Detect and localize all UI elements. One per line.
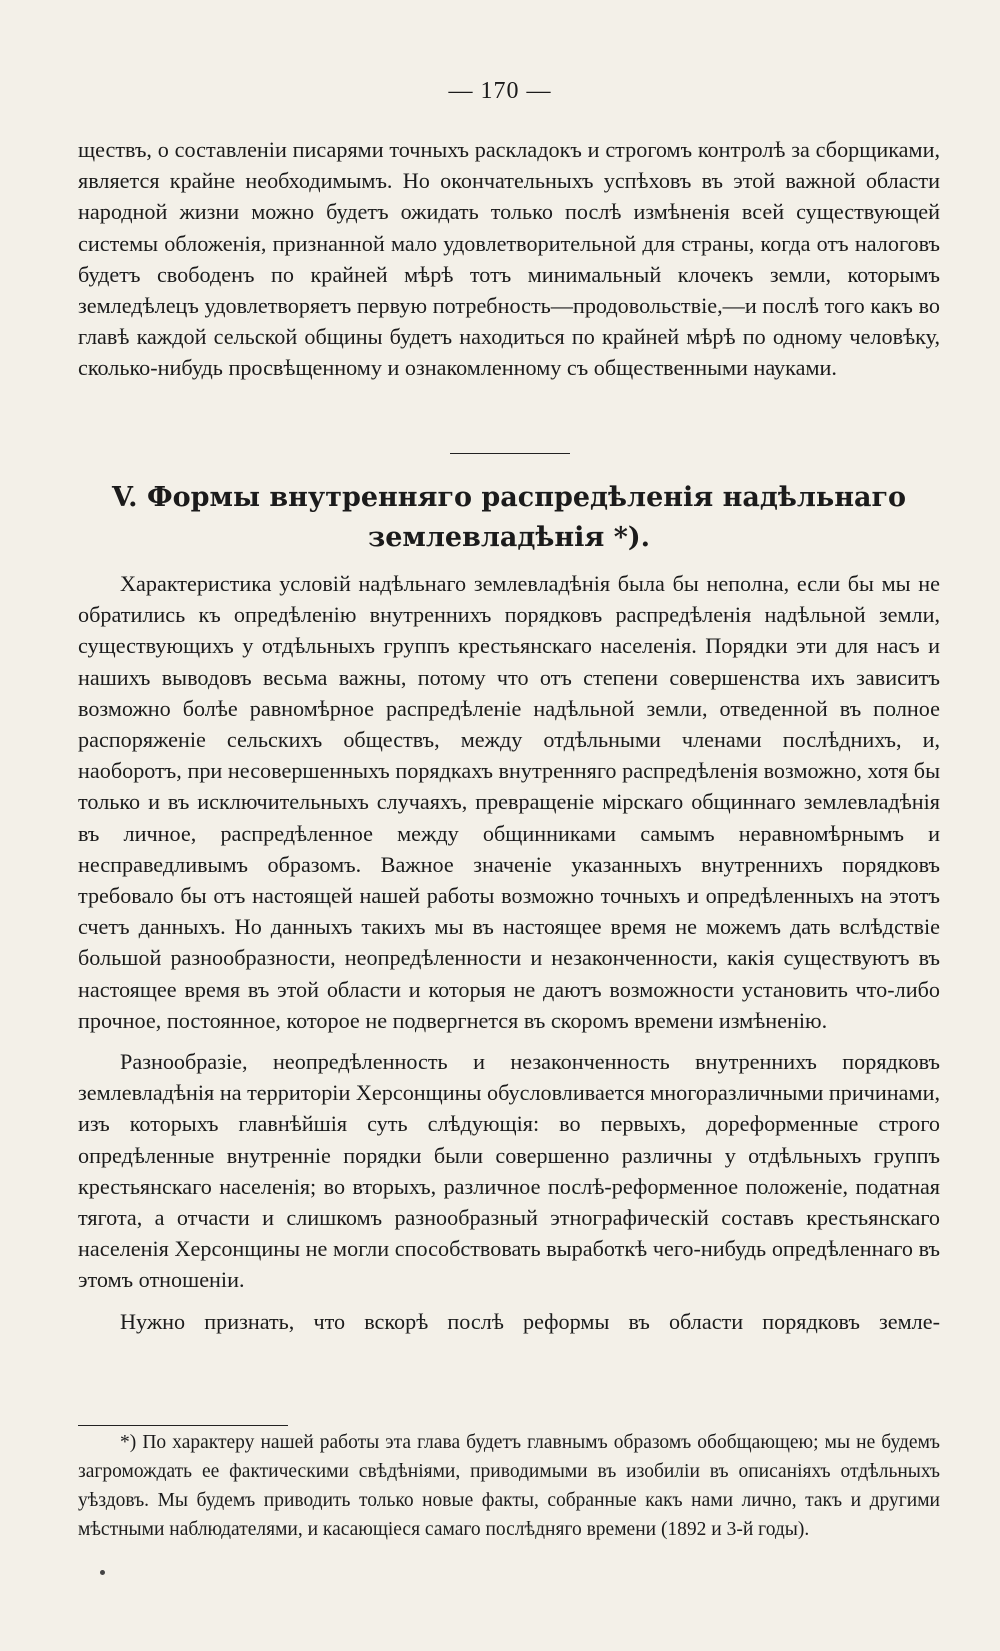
footnote: *) По характеру нашей работы эта глава будетъ главнымъ образомъ обобщающею; мы не будемъ загромождать ее фактическими свѣдѣніями, приводимыми въ изобиліи въ описаніяхъ отдѣльныхъ уѣздовъ. Мы будемъ приводить только новые факты, собранные какъ нами лично, такъ и другими мѣстными наблюдателями, и касающіеся самаго послѣдняго времени (1892 и 3-й годы).	[78, 1432, 940, 1540]
footnote-divider	[78, 1425, 288, 1426]
body-paragraph-1: Характеристика условій надѣльнаго землевладѣнія была бы неполна, если бы мы не обратились къ опредѣленію внутреннихъ порядковъ распредѣленія надѣльной земли, существующихъ у отдѣльныхъ группъ крестьянскаго населенія. Порядки эти для насъ и нашихъ выводовъ весьма важны, потому что отъ степени совершенства ихъ зависитъ возможно болѣе равномѣрное распредѣленіе надѣльной земли, отведенной въ полное распоряженіе сельскихъ обществъ, между отдѣльными членами послѣднихъ, и, наоборотъ, при несовершенныхъ порядкахъ внутренняго распредѣленія возможно, хотя бы только и въ исключительныхъ случаяхъ, превращеніе мірскаго общиннаго землевладѣнія въ личное, распредѣленное между общинниками самымъ неравномѣрнымъ и несправедливымъ образомъ. Важное значеніе указанныхъ внутреннихъ порядковъ требовало бы отъ настоящей нашей работы возможно точныхъ и опредѣленныхъ на этотъ счетъ данныхъ. Но данныхъ такихъ мы въ настоящее время не можемъ дать вслѣдствіе большой разнообразности, неопредѣленности и незаконченности, какія существуютъ въ настоящее время въ этой области и которыя не даютъ возможности установить что-либо прочное, постоянное, которое не подвергнется въ скоромъ времени измѣненію.	[78, 571, 940, 1033]
body-paragraph-3: Нужно признать, что вскорѣ послѣ реформы въ области порядковъ земле-	[120, 1308, 940, 1334]
paper-speck	[100, 1570, 105, 1575]
page-number: — 170 —	[448, 78, 552, 104]
section-divider	[450, 453, 570, 454]
body-paragraph-2: Разнообразіе, неопредѣленность и незаконченность внутреннихъ порядковъ землевладѣнія на территоріи Херсонщины обусловливается многоразличными причинами, изъ которыхъ главнѣйшія суть слѣдующія: во первыхъ, дореформенные строго опредѣленные внутренніе порядки были совершенно различны у отдѣльныхъ группъ крестьянскаго населенія; во вторыхъ, различное послѣ-реформенное положеніе, податная тягота, а отчасти и слишкомъ разнообразный этнографическій составъ крестьянскаго населенія Херсонщины не могли способствовать выработкѣ чего-нибудь опредѣленнаго въ этомъ отношеніи.	[78, 1049, 940, 1293]
continuation-paragraph: ществъ, о составленіи писарями точныхъ раскладокъ и строгомъ контролѣ за сборщиками, является крайне необходимымъ. Но окончательныхъ успѣховъ въ этой важной области народной жизни можно будетъ ожидать только послѣ измѣненія всей существующей системы обложенія, признанной мало удовлетворительной для страны, когда отъ налоговъ будетъ свободенъ по крайней мѣрѣ тотъ минимальный клочекъ земли, которымъ земледѣлецъ удовлетворяетъ первую потребность—продовольствіе,—и послѣ того какъ во главѣ каждой сельской общины будетъ находиться по крайней мѣрѣ по одному человѣку, сколько-нибудь просвѣщенному и ознакомленному съ общественными науками.	[78, 137, 940, 381]
top-text-block	[78, 134, 940, 384]
section-heading: V. Формы внутренняго распредѣленія надѣльнаго землевладѣнія *).	[111, 482, 907, 553]
body-text-block	[78, 568, 940, 1337]
